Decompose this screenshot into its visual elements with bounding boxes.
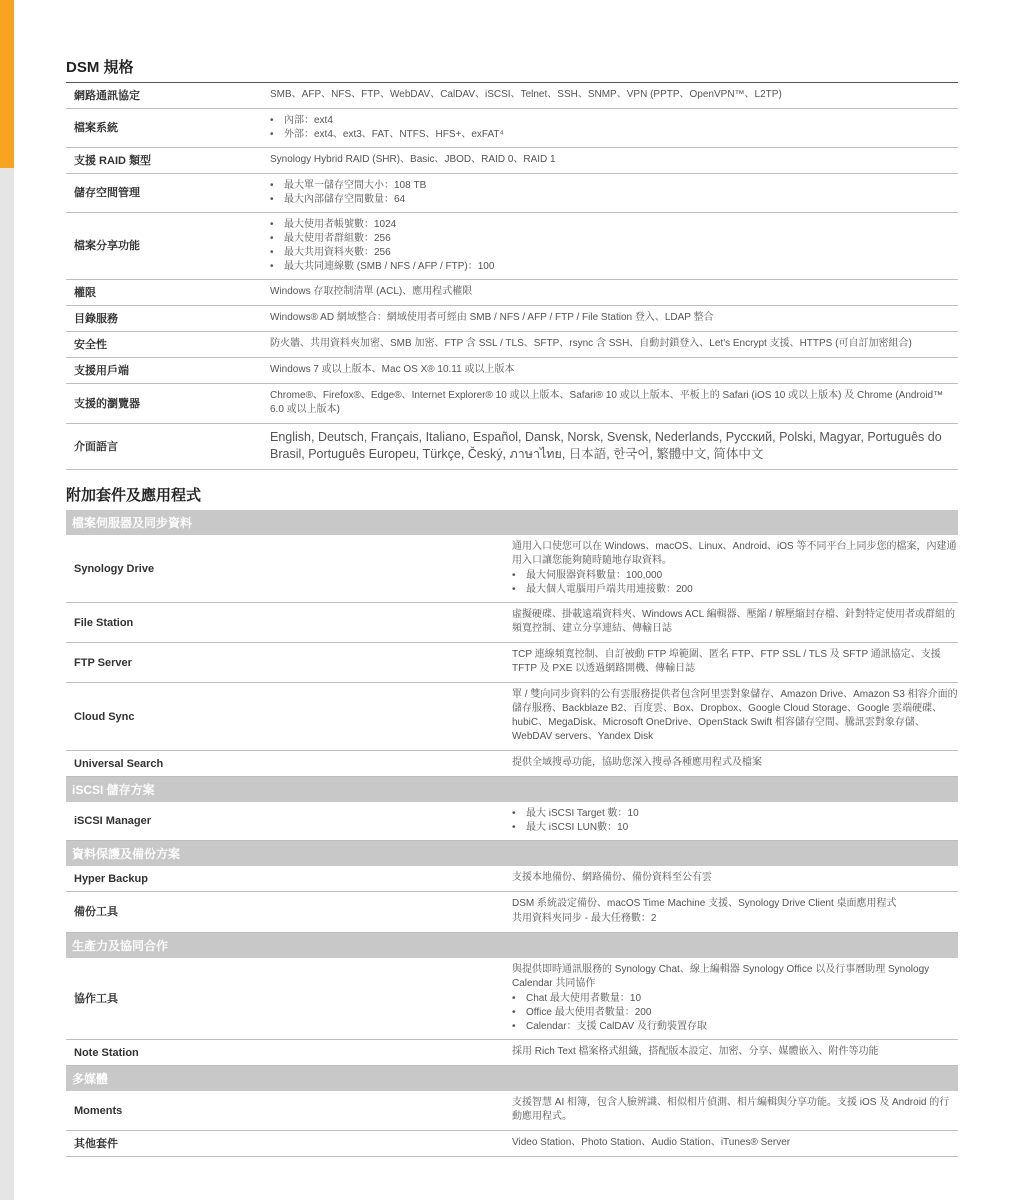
spec-label: 檔案系統 [66,109,270,148]
spec-label: 目錄服務 [66,306,270,332]
spec-label: Cloud Sync [66,683,512,751]
spec-bullet: • 最大 iSCSI LUN數：10 [512,821,958,835]
spec-value [270,213,958,280]
spec-text: Windows® AD 網域整合：網域使用者可經由 SMB / NFS / AFP / FTP / File Station 登入、LDAP 整合 [270,312,714,323]
spec-bullet: • 最大使用者帳號數：1024 [270,218,958,232]
spec-value [270,109,958,148]
category-label: 生產力及協同合作 [66,933,958,959]
spec-bullet: • Chat 最大使用者數量：10 [512,992,958,1006]
spec-bullet: • 最大共同連線數 (SMB / NFS / AFP / FTP)：100 [270,260,958,274]
spec-text: 單 / 雙向同步資料的公有雲服務提供者包含阿里雲對象儲存、Amazon Drive、Amazon S3 相容介面的儲存服務、Backblaze B2、百度雲、Box、Dropbox、Google Cloud Storage、Google 雲端硬碟、hubiC、MegaDisk、Microsoft OneDrive、OpenStack Swift 相容儲存空間、騰訊雲對象存儲、WebDAV servers、Yandex Disk [512,689,958,742]
category-label: iSCSI 儲存方案 [66,777,958,803]
spec-value [512,643,958,683]
spec-bullet: • Office 最大使用者數量：200 [512,1006,958,1020]
spec-value [270,358,958,384]
spec-text: English, Deutsch, Français, Italiano, Español, Dansk, Norsk, Svensk, Nederlands, Русский, Polski, Magyar, Português do Brasil, Português Europeu, Türkçe, Český, ภาษาไทย, 日本語, 한국어, 繁體中文, 简体中文 [270,430,942,461]
spec-label: Synology Drive [66,535,512,603]
spec-row [66,1131,958,1157]
spec-row [66,213,958,280]
spec-label: 權限 [66,280,270,306]
spec-value [512,603,958,643]
spec-row [66,866,958,892]
spec-row [66,802,958,841]
spec-row [66,958,958,1040]
spec-label: Note Station [66,1040,512,1066]
spec-value [270,306,958,332]
spec-row [66,109,958,148]
spec-row [66,306,958,332]
category-header [66,841,958,867]
spec-bullet: • 最大個人電腦用戶端共用連接數：200 [512,583,958,597]
spec-text: 防火牆、共用資料夾加密、SMB 加密、FTP 含 SSL / TLS、SFTP、rsync 含 SSH、自動封鎖登入、Let's Encrypt 支援、HTTPS (可自訂加密組合) [270,338,912,349]
spec-label: 介面語言 [66,424,270,470]
spec-row [66,643,958,683]
spec-row [66,424,958,470]
spec-label: 網路通訊協定 [66,83,270,109]
spec-value [512,892,958,933]
spec-row [66,174,958,213]
spec-label: Universal Search [66,751,512,777]
spec-bullet: • Calendar：支援 CalDAV 及行動裝置存取 [512,1020,958,1034]
spec-label: Moments [66,1091,512,1131]
spec-row [66,751,958,777]
spec-label: 備份工具 [66,892,512,933]
spec-text: 虛擬硬碟、掛載遠端資料夾、Windows ACL 編輯器、壓縮 / 解壓縮封存檔、針對特定使用者或群組的頻寬控制、建立分享連結、傳輸日誌 [512,609,955,634]
spec-row [66,1091,958,1131]
spec-value [512,1091,958,1131]
spec-text: DSM 系統設定備份、macOS Time Machine 支援、Synology Drive Client 桌面應用程式 [512,898,897,909]
addons-title: 附加套件及應用程式 [66,487,202,504]
addons-table [66,510,958,1157]
spec-text: 採用 Rich Text 檔案格式組織，搭配版本設定、加密、分享、媒體嵌入、附件等功能 [512,1046,879,1057]
spec-row [66,1040,958,1066]
spec-bullet-list [270,114,958,142]
spec-text: 支援本地備份、網路備份、備份資料至公有雲 [512,872,712,883]
spec-text: 支援智慧 AI 相簿，包含人臉辨識、相似相片偵測、相片編輯與分享功能。支援 iOS 及 Android 的行動應用程式。 [512,1097,950,1122]
category-label: 資料保護及備份方案 [66,841,958,867]
spec-label: Hyper Backup [66,866,512,892]
spec-text: 提供全域搜尋功能，協助您深入搜尋各種應用程式及檔案 [512,757,762,768]
spec-row [66,384,958,424]
category-label: 多媒體 [66,1066,958,1092]
spec-label: 安全性 [66,332,270,358]
spec-text: TCP 連線頻寬控制、自訂被動 FTP 埠範圍、匿名 FTP、FTP SSL / TLS 及 SFTP 通訊協定、支援 TFTP 及 PXE 以透過網路開機、傳輸日誌 [512,649,941,674]
spec-bullet: • 最大使用者群組數：256 [270,232,958,246]
spec-text: Video Station、Photo Station、Audio Station、iTunes® Server [512,1137,791,1148]
spec-label: iSCSI Manager [66,802,512,841]
spec-label: 支援 RAID 類型 [66,148,270,174]
spec-row [66,358,958,384]
spec-value [512,751,958,777]
spec-value [512,535,958,603]
spec-value [512,866,958,892]
spec-value [270,280,958,306]
spec-bullet-list [270,179,958,207]
spec-value [270,174,958,213]
spec-row [66,683,958,751]
spec-value [512,683,958,751]
spec-text: Chrome®、Firefox®、Edge®、Internet Explorer® 10 或以上版本、Safari® 10 或以上版本、平板上的 Safari (iOS 10 或以上版本) 及 Chrome (Android™ 6.0 或以上版本) [270,390,944,415]
spec-text: Windows 7 或以上版本、Mac OS X® 10.11 或以上版本 [270,364,515,375]
left-gray-strip [0,0,14,1200]
spec-row [66,535,958,603]
spec-bullet-list [512,807,958,835]
category-header [66,1066,958,1092]
spec-bullet: • 外部：ext4、ext3、FAT、NTFS、HFS+、exFAT⁴ [270,128,958,142]
spec-row [66,280,958,306]
spec-text: 與提供即時通訊服務的 Synology Chat、線上編輯器 Synology Office 以及行事曆助理 Synology Calendar 共同協作 [512,964,930,989]
spec-sheet [66,58,958,1157]
spec-bullet: • 內部：ext4 [270,114,958,128]
spec-text: 通用入口使您可以在 Windows、macOS、Linux、Android、iOS 等不同平台上同步您的檔案，內建通用入口讓您能夠隨時隨地存取資料。 [512,541,957,566]
spec-label: FTP Server [66,643,512,683]
spec-value [270,384,958,424]
spec-label: 儲存空間管理 [66,174,270,213]
spec-row [66,148,958,174]
spec-bullet: • 最大內部儲存空間數量：64 [270,193,958,207]
spec-value [270,332,958,358]
spec-text: 共用資料夾同步 - 最大任務數：2 [512,913,657,924]
left-orange-accent-bar [0,0,14,168]
spec-bullet-list [270,218,958,274]
spec-value [270,424,958,470]
spec-text: SMB、AFP、NFS、FTP、WebDAV、CalDAV、iSCSI、Telnet、SSH、SNMP、VPN (PPTP、OpenVPN™、L2TP) [270,89,782,100]
spec-value [270,83,958,109]
spec-label: 檔案分享功能 [66,213,270,280]
spec-row [66,332,958,358]
spec-value [512,1131,958,1157]
spec-row [66,892,958,933]
spec-label: 支援的瀏覽器 [66,384,270,424]
spec-value [512,1040,958,1066]
category-header [66,510,958,535]
spec-row [66,83,958,109]
spec-label: 其他套件 [66,1131,512,1157]
spec-bullet: • 最大伺服器資料數量：100,000 [512,569,958,583]
spec-value [270,148,958,174]
spec-bullet: • 最大共用資料夾數：256 [270,246,958,260]
category-header [66,777,958,803]
spec-value [512,958,958,1040]
spec-bullet: • 最大單一儲存空間大小：108 TB [270,179,958,193]
category-header [66,933,958,959]
spec-bullet-list [512,569,958,597]
spec-bullet-list [512,992,958,1034]
spec-text: Synology Hybrid RAID (SHR)、Basic、JBOD、RAID 0、RAID 1 [270,154,556,165]
category-label: 檔案伺服器及同步資料 [66,510,958,535]
spec-bullet: • 最大 iSCSI Target 數：10 [512,807,958,821]
dsm-spec-title: DSM 規格 [66,58,958,83]
spec-text: Windows 存取控制清單 (ACL)、應用程式權限 [270,286,473,297]
dsm-spec-table [66,83,958,470]
spec-label: 協作工具 [66,958,512,1040]
spec-label: File Station [66,603,512,643]
spec-value [512,802,958,841]
spec-label: 支援用戶端 [66,358,270,384]
spec-row [66,603,958,643]
